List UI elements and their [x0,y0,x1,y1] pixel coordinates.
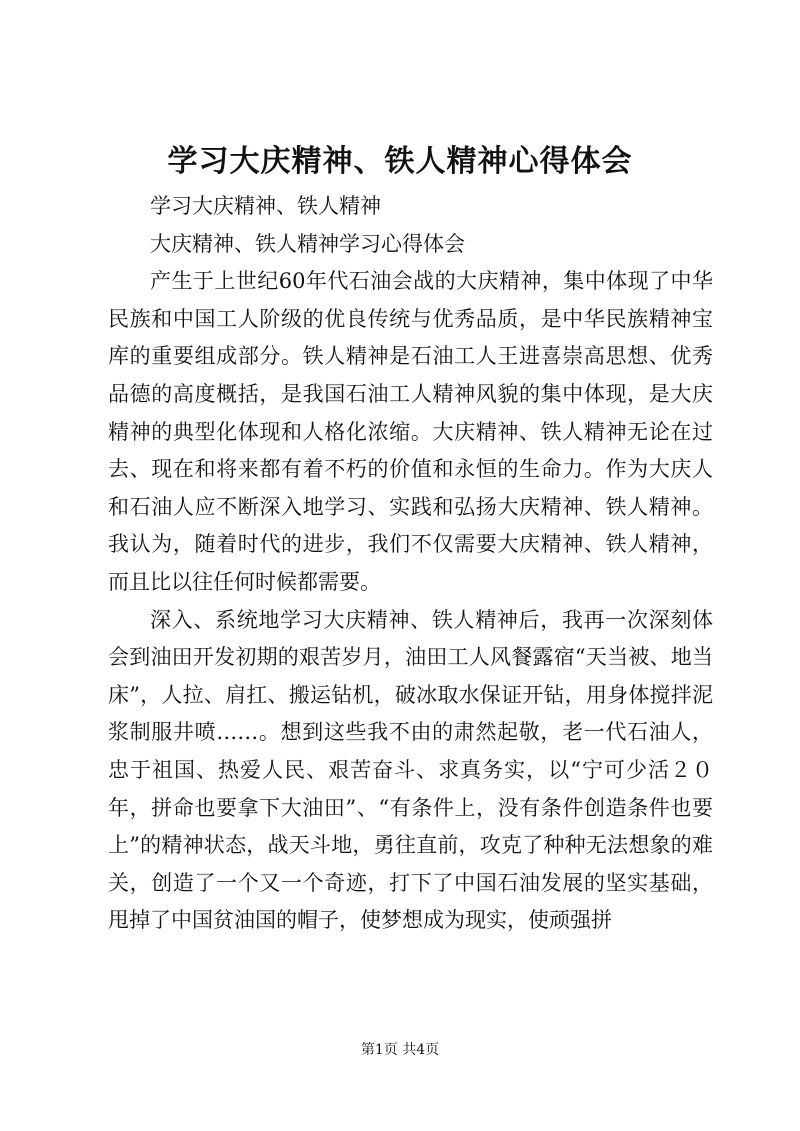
document-body [108,188,713,940]
body-paragraph: 产生于上世纪60年代石油会战的大庆精神，集中体现了中华民族和中国工人阶级的优良传统与优秀品质，是中华民族精神宝库的重要组成部分。铁人精神是石油工人王进喜崇高思想、优秀品德的高度概括，是我国石油工人精神风貌的集中体现，是大庆精神的典型化体现和人格化浓缩。大庆精神、铁人精神无论在过去、现在和将来都有着不朽的价值和永恒的生命力。作为大庆人和石油人应不断深入地学习、实践和弘扬大庆精神、铁人精神。我认为，随着时代的进步，我们不仅需要大庆精神、铁人精神，而且比以往任何时候都需要。 [108,269,713,594]
page-number-footer: 第1页 共4页 [360,1042,440,1058]
body-paragraph: 深入、系统地学习大庆精神、铁人精神后，我再一次深刻体会到油田开发初期的艰苦岁月，油田工人风餐露宿“天当被、地当床”，人拉、肩扛、搬运钻机，破冰取水保证开钻，用身体搅拌泥浆制服井喷……。想到这些我不由的肃然起敬，老一代石油人，忠于祖国、热爱人民、艰苦奋斗、求真务实，以“宁可少活２０年，拼命也要拿下大油田”、“有条件上，没有条件创造条件也要上”的精神状态，战天斗地，勇往直前，攻克了种种无法想象的难关，创造了一个又一个奇迹，打下了中国石油发展的坚实基础，甩掉了中国贫油国的帽子，使梦想成为现实，使顽强拼 [108,607,713,933]
document-title: 学习大庆精神、铁人精神心得体会 [167,144,633,179]
subtitle-paragraph: 大庆精神、铁人精神学习心得体会 [150,231,465,256]
subtitle-paragraph: 学习大庆精神、铁人精神 [150,194,381,218]
